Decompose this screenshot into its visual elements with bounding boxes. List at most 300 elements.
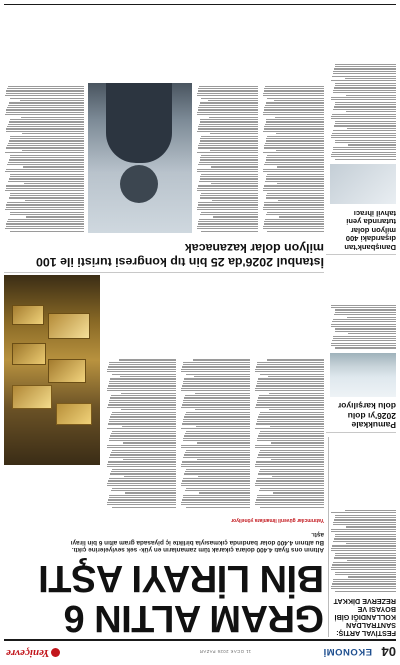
text-line	[200, 121, 258, 122]
text-line	[331, 512, 396, 513]
text-line	[260, 431, 324, 432]
text-line	[197, 209, 258, 210]
text-line	[200, 176, 258, 177]
text-line	[333, 71, 396, 72]
danisbank-body-text	[330, 11, 396, 161]
text-line	[263, 228, 324, 229]
text-line	[271, 443, 324, 444]
text-line	[256, 386, 324, 387]
text-line	[6, 112, 84, 113]
text-line	[273, 492, 324, 493]
text-line	[184, 454, 250, 455]
text-line	[110, 419, 177, 420]
text-line	[333, 130, 396, 131]
text-line	[181, 390, 250, 391]
text-line	[9, 159, 84, 160]
text-line	[197, 443, 250, 444]
text-line	[184, 419, 251, 420]
text-line	[197, 207, 258, 208]
text-line	[268, 376, 324, 377]
text-line	[331, 531, 396, 532]
text-line	[265, 181, 324, 182]
text-line	[263, 169, 324, 170]
text-line	[210, 133, 258, 134]
text-line	[111, 490, 176, 491]
text-line	[181, 445, 250, 446]
text-line	[198, 110, 258, 111]
text-line	[107, 464, 176, 465]
text-line	[112, 488, 176, 489]
pamukkale-story	[330, 259, 396, 429]
text-line	[184, 381, 251, 382]
section-divider	[326, 254, 396, 255]
text-line	[110, 378, 176, 379]
text-line	[255, 371, 324, 372]
text-line	[265, 143, 324, 144]
text-line	[184, 495, 251, 496]
text-line	[210, 150, 258, 151]
text-line	[276, 133, 324, 134]
text-line	[331, 548, 396, 549]
text-line	[8, 86, 84, 87]
text-line	[198, 476, 250, 477]
text-line	[269, 393, 324, 394]
text-line	[111, 414, 176, 415]
text-line	[6, 110, 84, 111]
text-line	[107, 407, 176, 408]
text-line	[26, 216, 84, 217]
text-line	[10, 176, 84, 177]
text-line	[109, 402, 176, 403]
text-line	[347, 128, 396, 129]
text-line	[255, 388, 324, 389]
text-line	[198, 459, 251, 460]
text-line	[10, 212, 84, 213]
text-line	[257, 497, 324, 498]
text-line	[213, 216, 258, 217]
text-line	[120, 376, 176, 377]
text-line	[6, 91, 84, 92]
person-silhouette	[106, 83, 172, 163]
text-line	[181, 369, 250, 370]
text-line	[258, 473, 324, 474]
text-line	[335, 591, 396, 592]
text-line	[258, 381, 325, 382]
text-line	[22, 133, 84, 134]
text-line	[276, 150, 324, 151]
text-line	[9, 197, 84, 198]
text-line	[110, 473, 176, 474]
text-line	[200, 195, 258, 196]
text-line	[186, 374, 250, 375]
text-line	[334, 68, 396, 69]
text-line	[23, 167, 84, 168]
text-line	[183, 402, 250, 403]
text-line	[107, 390, 176, 391]
text-line	[198, 221, 258, 222]
text-line	[258, 454, 324, 455]
text-line	[264, 129, 324, 130]
text-line	[200, 197, 258, 198]
gold-story-subhead: Yatırımcılar güvenli limanlara yöneliyor	[231, 517, 324, 523]
text-line	[185, 395, 250, 396]
gold-bar-shape	[12, 343, 46, 365]
text-line	[111, 433, 176, 434]
text-line	[335, 142, 396, 143]
text-line	[347, 317, 396, 318]
text-line	[107, 369, 176, 370]
text-line	[10, 136, 84, 137]
text-line	[199, 162, 258, 163]
text-line	[331, 156, 396, 157]
text-line	[112, 450, 176, 451]
festival-headline: FESTİVAL ARTIŞ: SANTRALDAN KOLLANDIĞI GİBİ BOYASI VE REZERVE DİKKAT	[333, 597, 396, 638]
text-line	[267, 155, 324, 156]
text-line	[331, 307, 396, 308]
text-line	[264, 91, 324, 92]
text-line	[198, 91, 258, 92]
text-line	[10, 138, 84, 139]
text-line	[255, 466, 324, 467]
text-line	[264, 164, 324, 165]
text-line	[184, 378, 250, 379]
text-line	[198, 88, 258, 89]
text-line	[335, 64, 396, 65]
text-line	[257, 421, 324, 422]
text-line	[8, 181, 84, 182]
person-silhouette	[120, 165, 158, 203]
text-line	[270, 426, 324, 427]
text-line	[6, 186, 84, 187]
text-line	[257, 402, 324, 403]
text-line	[199, 219, 258, 220]
text-line	[108, 481, 176, 482]
text-line	[263, 207, 324, 208]
text-line	[200, 214, 258, 215]
text-line	[267, 193, 324, 194]
gold-bar-shape	[48, 359, 86, 383]
text-line	[258, 378, 324, 379]
text-line	[121, 409, 176, 410]
text-line	[335, 140, 396, 141]
text-line	[209, 117, 258, 118]
text-line	[112, 507, 176, 508]
gold-story-body-col-3	[106, 279, 176, 509]
text-line	[260, 469, 324, 470]
text-line	[332, 584, 396, 585]
section-divider	[4, 272, 324, 273]
text-line	[125, 492, 176, 493]
text-line	[331, 97, 396, 98]
text-line	[110, 397, 176, 398]
istanbul-photo	[88, 83, 192, 233]
pamukkale-photo	[330, 353, 396, 397]
text-line	[182, 386, 250, 387]
text-line	[7, 107, 84, 108]
text-line	[331, 326, 396, 327]
text-line	[335, 347, 396, 348]
text-line	[108, 405, 176, 406]
text-line	[256, 405, 324, 406]
text-line	[258, 495, 325, 496]
text-line	[9, 102, 84, 103]
text-line	[24, 183, 84, 184]
text-line	[267, 136, 324, 137]
text-line	[264, 88, 324, 89]
text-line	[197, 95, 258, 96]
text-line	[199, 124, 258, 125]
text-line	[272, 459, 325, 460]
text-line	[263, 190, 324, 191]
text-line	[256, 481, 324, 482]
text-line	[6, 188, 84, 189]
text-line	[256, 424, 324, 425]
text-line	[197, 131, 258, 132]
text-line	[22, 150, 84, 151]
text-line	[345, 510, 396, 511]
logo-mark-icon	[51, 649, 60, 658]
text-line	[258, 362, 325, 363]
text-line	[347, 560, 396, 561]
text-line	[197, 93, 258, 94]
text-line	[266, 119, 324, 120]
text-line	[201, 174, 258, 175]
text-line	[185, 452, 250, 453]
text-line	[333, 522, 396, 523]
text-line	[255, 445, 324, 446]
text-line	[255, 504, 324, 505]
text-line	[255, 464, 324, 465]
text-line	[258, 457, 325, 458]
text-line	[186, 469, 250, 470]
text-line	[260, 374, 324, 375]
text-line	[265, 86, 324, 87]
text-line	[334, 314, 396, 315]
text-line	[197, 226, 258, 227]
text-line	[255, 369, 324, 370]
text-line	[183, 440, 250, 441]
text-line	[185, 433, 250, 434]
text-line	[331, 324, 396, 325]
text-line	[181, 502, 250, 503]
text-line	[332, 321, 396, 322]
text-line	[5, 190, 84, 191]
text-line	[10, 193, 84, 194]
text-line	[107, 447, 176, 448]
text-line	[264, 145, 324, 146]
text-line	[333, 336, 396, 337]
text-line	[267, 212, 324, 213]
text-line	[332, 114, 396, 115]
text-line	[331, 569, 396, 570]
text-line	[333, 581, 396, 582]
text-line	[184, 435, 250, 436]
text-line	[107, 466, 176, 467]
text-line	[256, 500, 324, 501]
text-line	[333, 524, 396, 525]
gold-bar-shape	[12, 305, 44, 325]
text-line	[334, 557, 396, 558]
text-line	[264, 126, 324, 127]
text-line	[8, 162, 84, 163]
text-line	[182, 500, 250, 501]
text-line	[266, 138, 324, 139]
text-line	[348, 576, 396, 577]
text-line	[198, 107, 258, 108]
text-line	[266, 197, 324, 198]
text-line	[255, 485, 324, 486]
text-line	[266, 159, 324, 160]
text-line	[332, 133, 396, 134]
text-line	[20, 100, 84, 101]
text-line	[184, 457, 251, 458]
masthead-rule	[4, 640, 396, 642]
text-line	[7, 202, 84, 203]
text-line	[331, 588, 396, 589]
text-line	[335, 515, 396, 516]
festival-body-text	[330, 465, 396, 593]
text-line	[6, 205, 84, 206]
text-line	[111, 452, 176, 453]
text-line	[255, 502, 324, 503]
text-line	[186, 507, 250, 508]
text-line	[266, 214, 324, 215]
text-line	[260, 450, 324, 451]
text-line	[257, 364, 324, 365]
text-line	[182, 424, 250, 425]
text-line	[21, 117, 84, 118]
text-line	[260, 507, 324, 508]
section-label: EKONOMİ	[323, 646, 372, 657]
text-line	[197, 112, 258, 113]
text-line	[266, 176, 324, 177]
gold-bar-shape	[56, 403, 92, 425]
text-line	[181, 407, 250, 408]
section-divider	[326, 432, 396, 433]
text-line	[200, 178, 258, 179]
text-line	[257, 478, 324, 479]
text-line	[8, 105, 84, 106]
text-line	[10, 155, 84, 156]
pamukkale-body-text	[330, 280, 396, 350]
text-line	[7, 126, 84, 127]
text-line	[335, 85, 396, 86]
gold-bar-shape	[12, 385, 52, 409]
text-line	[265, 124, 324, 125]
text-line	[10, 214, 84, 215]
text-line	[7, 221, 84, 222]
text-line	[263, 95, 324, 96]
text-line	[266, 140, 324, 141]
text-line	[335, 553, 396, 554]
gold-story-body-col-2	[180, 279, 250, 509]
text-line	[6, 129, 84, 130]
text-line	[267, 174, 324, 175]
text-line	[5, 114, 84, 115]
text-line	[6, 148, 84, 149]
text-line	[264, 148, 324, 149]
text-line	[266, 102, 324, 103]
text-line	[10, 231, 84, 232]
text-line	[259, 452, 324, 453]
text-line	[184, 438, 251, 439]
text-line	[198, 202, 258, 203]
text-line	[107, 428, 176, 429]
text-line	[9, 178, 84, 179]
text-line	[348, 333, 396, 334]
text-line	[211, 167, 258, 168]
text-line	[275, 117, 324, 118]
text-line	[334, 519, 396, 520]
text-line	[107, 502, 176, 503]
text-line	[264, 110, 324, 111]
text-line	[335, 572, 396, 573]
text-line	[110, 400, 177, 401]
text-line	[331, 154, 396, 155]
text-line	[278, 200, 324, 201]
danisbank-story	[330, 7, 396, 251]
text-line	[332, 546, 396, 547]
text-line	[185, 414, 250, 415]
text-line	[335, 159, 396, 160]
text-line	[122, 426, 176, 427]
text-line	[107, 388, 176, 389]
text-line	[197, 228, 258, 229]
text-line	[200, 159, 258, 160]
text-line	[108, 424, 176, 425]
text-line	[197, 152, 258, 153]
text-line	[333, 73, 396, 74]
text-line	[263, 93, 324, 94]
text-line	[255, 407, 324, 408]
column-divider	[328, 437, 329, 637]
main-deck: Altının ons fiyatı 4.400 dolara çıkarak tüm zamanların en yük- sek seviyelerine çıktı. Bu altının 4.400 dolar bandında çıkmasıyla birlikte iç piyasada gram altın 6 bin lirayı aştı.	[70, 531, 324, 553]
text-line	[331, 586, 396, 587]
text-line	[186, 450, 250, 451]
text-line	[110, 435, 176, 436]
text-line	[183, 383, 250, 384]
text-line	[264, 224, 324, 225]
text-line	[267, 359, 324, 360]
text-line	[335, 328, 396, 329]
text-line	[183, 421, 250, 422]
text-line	[110, 381, 177, 382]
text-line	[199, 492, 250, 493]
text-line	[108, 500, 176, 501]
text-line	[335, 534, 396, 535]
text-line	[332, 152, 396, 153]
text-line	[198, 148, 258, 149]
text-line	[199, 105, 258, 106]
text-line	[200, 102, 258, 103]
text-line	[184, 416, 250, 417]
text-line	[198, 145, 258, 146]
text-line	[259, 433, 324, 434]
text-line	[181, 483, 250, 484]
text-line	[331, 118, 396, 119]
text-line	[10, 157, 84, 158]
text-line	[255, 483, 324, 484]
text-line	[331, 529, 396, 530]
text-line	[264, 205, 324, 206]
text-line	[183, 364, 250, 365]
text-line	[201, 212, 258, 213]
text-line	[345, 78, 396, 79]
text-line	[200, 157, 258, 158]
text-line	[5, 228, 84, 229]
text-line	[25, 200, 84, 201]
text-line	[109, 440, 176, 441]
